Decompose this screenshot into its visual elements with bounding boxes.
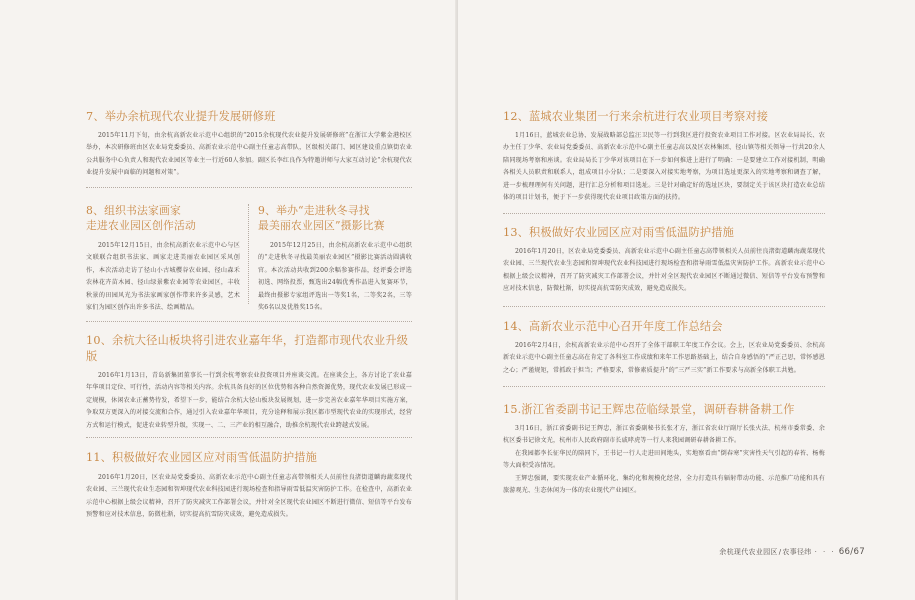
right-page <box>458 0 915 600</box>
section-10-paragraph: 2016年1月13日，青岛新集团董事长一行到余杭考察农业投资项目并座谈交流。在座谈会上，各方讨论了农业嘉年华项目定位、可行性，活动内容等相关内容。余杭具备良好的区位优势和各种自然资源优势，现代农业发展已形成一定规模，休闲农业正蓄势待发，希望下一步，能结合余杭大径山板块发展规划，进一步完善农业嘉年华项目实施方案，争取双方更深入的对接交流和合作，通过引入农业嘉年华项目，充分诠释和展示我区都市型现代农业的实现形式，经营方式和运行模式，促进农业转型升级，实现一、二、三产业的相互融合，助推余杭现代农业跨越式发展。 <box>86 372 412 429</box>
section-9-title-line-1: 9、举办“走进秋冬寻找 <box>258 204 370 217</box>
section-15-paragraph-2: 在我园都李长征华民的陪同下，王书记一行人走进田间地头，实地察看由“倒春寒”灾害性天气引起的春苔、杨梅等大面积受冻情况。 <box>503 449 825 470</box>
divider <box>86 187 412 188</box>
footer-separator: / <box>778 548 782 556</box>
page-footer <box>719 547 865 557</box>
section-11 <box>86 450 412 522</box>
section-7 <box>86 109 412 180</box>
section-12-title: 12、蓝城农业集团一行来余杭进行农业项目考察对接 <box>503 110 769 123</box>
divider <box>503 386 825 387</box>
section-9 <box>258 204 412 314</box>
section-8-paragraph: 2015年12月15日，由余杭高新农业示范中心与区文联联合组织书法家、画家走进美丽农业园区采风创作，本次活动走访了径山小古城樱谷农业园、径山森禾农林花卉苗木园、径山绿景紫农业园等农业园区，丰收秋景的田园风光为书法家画家创作带来许多灵感，艺术家们为园区创作出许多书法、绘画精品。 <box>86 242 240 312</box>
section-14-title: 14、高新农业示范中心召开年度工作总结会 <box>503 320 723 333</box>
section-15-title: 15.浙江省委副书记王辉忠莅临绿景堂，调研春耕备耕工作 <box>503 403 795 416</box>
page-number: 66/67 <box>838 547 865 557</box>
vertical-divider <box>248 204 249 304</box>
section-12 <box>503 109 825 204</box>
section-9-title-line-2: 最美丽农业园区”摄影比赛 <box>258 218 385 232</box>
section-8 <box>86 204 240 314</box>
section-11-title: 11、积极做好农业园区应对雨雪低温防护措施 <box>86 451 317 464</box>
divider <box>86 321 412 322</box>
section-13 <box>503 225 825 296</box>
section-8-title-line-1: 8、组织书法家画家 <box>86 204 182 217</box>
section-11-paragraph: 2016年1月20日，区农业局党委委员、高新农业示范中心副主任童志高带领相关人员前往良渚街道麟海蔬菜现代农业园、三兰现代农业生态园和智坤现代农业科技园进行现场检查和指导雨雪低温灾害防护工作。在检查中，高新农业示范中心根据上级会议精神，召开了防灾减灾工作部署会议，并针对全区现代农业园区不断进行微信、短信等平台发布预警和应对技术信息，防微杜渐，切实提高抗雪防灾成效，避免造成损失。 <box>86 474 412 519</box>
section-10-title: 10、余杭大径山板块将引进农业嘉年华，打造都市现代农业升级版 <box>86 334 409 363</box>
section-15-paragraph-3: 王辉忠强调，要实现农业产业循环化、集约化和规模化经营，全力打造具有辐射带动功能、示范推广功能和具有旅游观光、生态休闲为一体的农业现代产业园区。 <box>503 474 825 495</box>
section-14 <box>503 319 825 377</box>
sections-8-9 <box>86 204 412 314</box>
divider <box>86 437 412 438</box>
divider <box>503 306 825 307</box>
footer-subtitle: 农事径纬 <box>782 548 812 556</box>
left-page <box>0 0 457 600</box>
section-8-title-line-2: 走进农业园区创作活动 <box>86 218 196 232</box>
section-12-paragraph: 1月16日，蓝城农业总协、发展战略部总监汪卫民等一行到我区进行投资农业项目工作对接。区农业局局长、农办主任丁少华、农业局党委委员、高新农业示范中心副主任童志高以及区农林集团、径山镇等相关领导一行共20余人陪同现场考察和座谈。农业局局长丁少华对该项目在下一步如何推进上进行了明确：一是要建立工作对接机制，明确各相关人员职责和联系人，组成项目小分队；二是要深入对接实地考察，为项目选址更深入的实地考察和调查了解，进一步梳理理何有关问题，进行汇总分析和项目选址。三是针对确定好的选址区块，要制定关于该区块打造农业总结体的项目计划书，便于下一步获得现代农业项目政策方面的扶持。 <box>503 132 825 202</box>
section-15-paragraph-1: 3月16日，浙江省委副书记王辉忠，浙江省委副秘书长张才方，浙江省农业厅副厅长张火法、杭州市委常委、余杭区委书记徐文光，杭州市人民政府副市长戚哮虎等一行人来我园调研春耕备耕工作。 <box>503 425 825 445</box>
section-13-title: 13、积极做好农业园区应对雨雪低温防护措施 <box>503 226 734 239</box>
section-14-paragraph: 2016年2月4日，余杭高新农业示范中心召开了全体干部职工年度工作会议。会上，区农业局党委委员、余杭高新农业示范中心副主任童志高在肯定了各科室工作成绩和来年工作思路基础上，结合自身感悟的“严正己思，常怀感恩之心；严谨规矩，常抓政于担当；严格要求，常修素质提升”的“三严三实”新工作要求与高新全体职工共勉。 <box>503 342 825 374</box>
section-7-title: 7、举办余杭现代农业提升发展研修班 <box>86 110 276 123</box>
section-7-paragraph: 2015年11月下旬，由余杭高新农业示范中心组织的“2015余杭现代农业提升发展研修班”在浙江大学紫金港校区举办，本次研修班由区农业局党委委员、高新农业示范中心副主任童志高带队，区级相关部门、园区建设重点镇街农业公共服务中心负责人和现代农业园区等业主一行近60人参加。副区长李红良作为特邀讲师与大家互动讨论“余杭现代农业提升发展中面临的问题和对策”。 <box>86 132 412 177</box>
section-10 <box>86 333 412 432</box>
section-15 <box>503 402 825 497</box>
footer-title: 余杭现代农业园区 <box>719 548 778 556</box>
section-13-paragraph: 2016年1月20日，区农业局党委委员、高新农业示范中心副主任童志高带领相关人员前往良渚街道麟海蔬菜现代农业园、三兰现代农业生态园和智坤现代农业科技园进行现场检查和指导雨雪低温灾害防护工作。高新农业示范中心根据上级会议精神，召开了防灾减灾工作部署会议，并针对全区现代农业园区不断通过微信、短信等平台发布预警和应对技术信息，防微杜渐，切实提高抗雪防灾成效，避免造成损失。 <box>503 248 825 293</box>
section-9-paragraph: 2015年12月25日，由余杭高新农业示范中心组织的“走进秋冬寻找最美丽农业园区”摄影比赛活动圆满收官。本次活动共收到200余幅参赛作品，经评委会评选初选、网络投票，甄选出24幅优秀作品进入复赛环节，最终由摄影专家组评选出一等奖1名，二等奖2名，三等奖6名以及优胜奖15名。 <box>258 242 412 312</box>
footer-dots: · · · <box>814 548 836 556</box>
divider <box>503 213 825 214</box>
